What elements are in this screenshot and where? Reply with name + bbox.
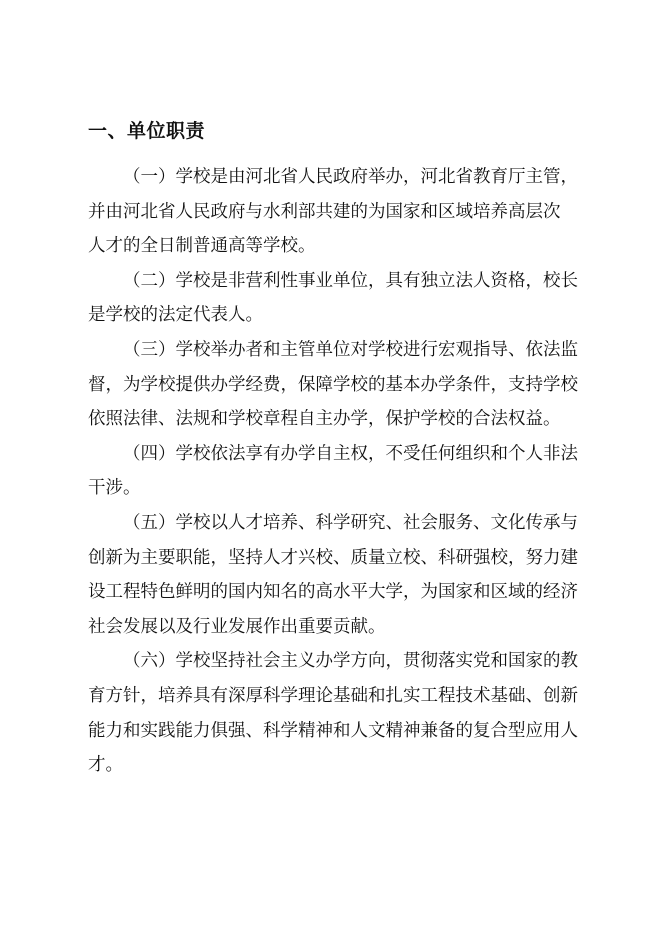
paragraph-line: 能力和实践能力俱强、科学精神和人文精神兼备的复合型应用人 <box>88 720 578 741</box>
paragraph-2 <box>88 264 588 333</box>
paragraph-5 <box>88 506 588 644</box>
paragraph-line: 创新为主要职能，坚持人才兴校、质量立校、科研强校，努力建 <box>88 547 578 568</box>
paragraph-line: 干涉。 <box>88 478 141 499</box>
paragraph-line: （五）学校以人才培养、科学研究、社会服务、文化传承与 <box>123 512 578 533</box>
paragraph-4 <box>88 437 588 506</box>
paragraph-line: （四）学校依法享有办学自主权，不受任何组织和个人非法 <box>123 443 578 464</box>
paragraph-line: （二）学校是非营利性事业单位，具有独立法人资格，校长 <box>123 270 578 291</box>
paragraph-line: 才。 <box>88 755 123 776</box>
paragraph-6 <box>88 644 588 782</box>
section-heading: 一、单位职责 <box>88 120 206 142</box>
paragraph-line: （三）学校举办者和主管单位对学校进行宏观指导、依法监 <box>123 339 578 360</box>
paragraph-line: 是学校的法定代表人。 <box>88 305 263 326</box>
paragraph-line: 育方针，培养具有深厚科学理论基础和扎实工程技术基础、创新 <box>88 685 578 706</box>
body-text <box>88 160 588 783</box>
paragraph-3 <box>88 333 588 437</box>
paragraph-line: （六）学校坚持社会主义办学方向，贯彻落实党和国家的教 <box>123 651 578 672</box>
paragraph-line: 人才的全日制普通高等学校。 <box>88 236 316 257</box>
paragraph-line: 并由河北省人民政府与水利部共建的为国家和区域培养高层次 <box>88 201 561 222</box>
paragraph-line: 设工程特色鲜明的国内知名的高水平大学，为国家和区域的经济 <box>88 582 578 603</box>
paragraph-line: 督，为学校提供办学经费，保障学校的基本办学条件，支持学校 <box>88 374 578 395</box>
paragraph-1 <box>88 160 588 264</box>
paragraph-line: 社会发展以及行业发展作出重要贡献。 <box>88 616 386 637</box>
paragraph-line: 依照法律、法规和学校章程自主办学，保护学校的合法权益。 <box>88 409 561 430</box>
paragraph-line: （一）学校是由河北省人民政府举办，河北省教育厅主管， <box>123 167 578 187</box>
